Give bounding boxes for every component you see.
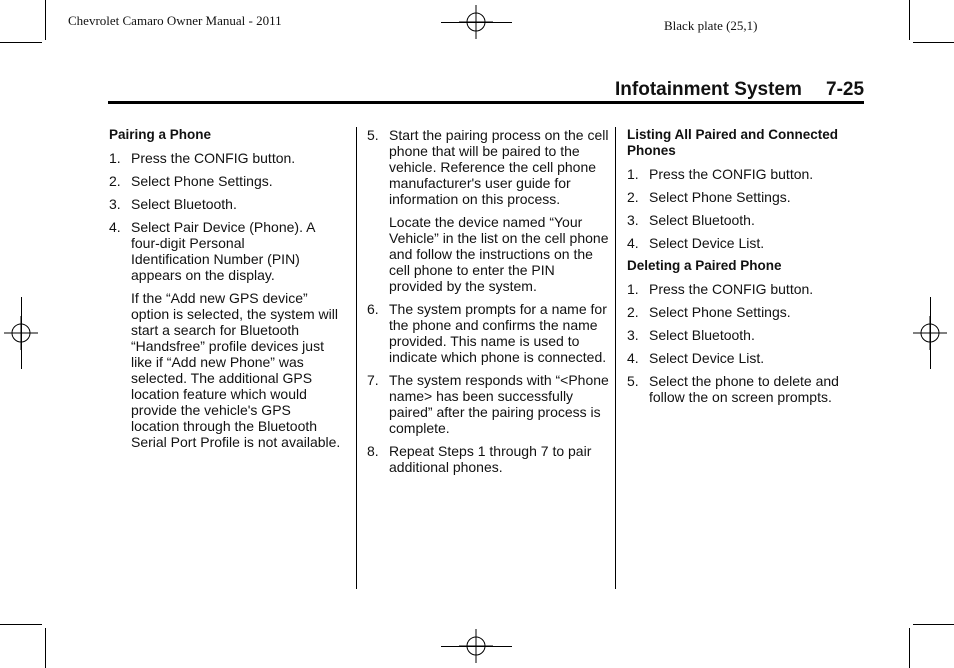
crop-mark-top-right-h (913, 42, 954, 43)
list-item: 5. Start the pairing process on the cell phone that will be paired to the vehicle. Reference the cell phone manufacturer's user guide for information on this process. (367, 127, 609, 207)
list-item: 3. Select Bluetooth. (627, 327, 755, 343)
list-item: 1. Press the CONFIG button. (109, 150, 296, 166)
crop-mark-top-left-v (45, 0, 46, 40)
list-item: 3. Select Bluetooth. (627, 212, 755, 228)
crop-mark-top-left-h (0, 42, 42, 43)
list-item: 4. Select Device List. (627, 235, 765, 251)
list-item: 1. Press the CONFIG button. (627, 281, 814, 297)
registration-target-icon (913, 316, 947, 350)
list-item: 8. Repeat Steps 1 through 7 to pair additional phones. (367, 443, 592, 475)
page-number: 7-25 (826, 79, 865, 100)
column-1 (109, 127, 341, 457)
crop-mark-bottom-right-h (913, 624, 954, 625)
title-rule (108, 101, 864, 104)
list-item: 4. Select Pair Device (Phone). A four-digit Personal Identification Number (PIN) appears on the display. (109, 219, 315, 283)
crop-mark-bottom-right-v (909, 628, 910, 668)
section-heading: Deleting a Paired Phone (627, 258, 782, 273)
crop-mark-bottom-left-v (45, 628, 46, 668)
column-divider (356, 127, 357, 589)
list-item: 5. Select the phone to delete and follow the on screen prompts. (627, 373, 839, 405)
step-note: Locate the device named “Your Vehicle” in the list on the cell phone and follow the instructions on the cell phone to enter the PIN provided by the system. (389, 214, 609, 294)
list-item: 1. Press the CONFIG button. (627, 166, 814, 182)
registration-target-icon (459, 629, 493, 663)
section-heading: Listing All Paired and Connected Phones (627, 127, 839, 158)
crop-mark-top-right-v (909, 0, 910, 40)
registration-target-icon (459, 5, 493, 39)
document-header: Chevrolet Camaro Owner Manual - 2011 (68, 13, 282, 28)
list-item: 2. Select Phone Settings. (627, 189, 791, 205)
registration-target-icon (4, 316, 38, 350)
list-item: 3. Select Bluetooth. (109, 196, 237, 212)
section-heading: Pairing a Phone (109, 127, 212, 142)
column-3 (627, 127, 863, 412)
step-note: If the “Add new GPS device” option is selected, the system will start a search for Bluetooth “Handsfree” profile devices just like if “Add new Phone” was selected. The additional GPS location feature which would provide the vehicle's GPS location through the Bluetooth Serial Port Profile is not available. (131, 290, 341, 450)
list-item: 2. Select Phone Settings. (109, 173, 273, 189)
list-item: 6. The system prompts for a name for the phone and confirms the name provided. This name is used to indicate which phone is connected. (367, 301, 607, 365)
crop-mark-bottom-left-h (0, 624, 42, 625)
list-item: 4. Select Device List. (627, 350, 765, 366)
section-title: Infotainment System (615, 79, 802, 100)
plate-label: Black plate (25,1) (664, 18, 758, 33)
list-item: 2. Select Phone Settings. (627, 304, 791, 320)
column-2 (367, 127, 611, 482)
list-item: 7. The system responds with “<Phone name> has been successfully paired” after the pairing process is complete. (367, 372, 609, 436)
column-divider (615, 127, 616, 589)
